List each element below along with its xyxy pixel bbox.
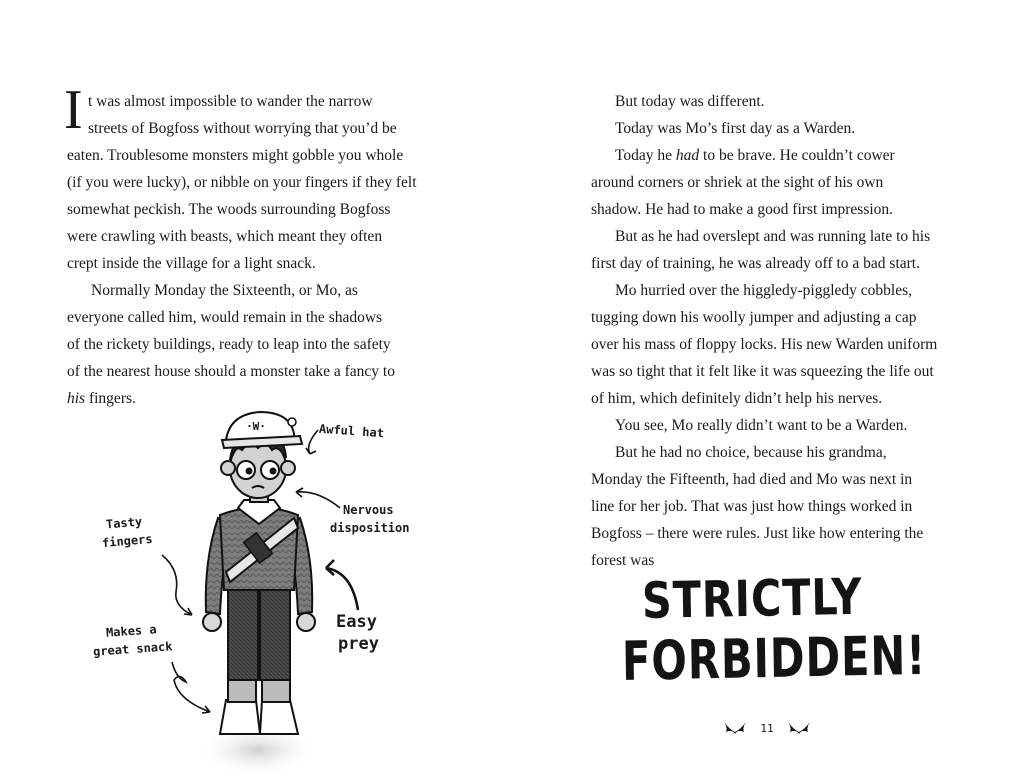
text-line: of the rickety buildings, ready to leap into the safety	[67, 336, 391, 353]
text-line: But as he had overslept and was running late to his	[615, 228, 931, 245]
text-line: Mo hurried over the higgledy-piggledy cobbles,	[615, 282, 913, 299]
text-line: line for her job. That was just how things worked in	[591, 498, 913, 515]
arrow-snack	[172, 662, 210, 712]
banner-strictly: STRICTLY	[641, 567, 863, 630]
arrow-hat	[309, 430, 318, 454]
text-line: But he had no choice, because his grandma,	[615, 444, 887, 461]
text-line: of him, which definitely didn’t help his nerves.	[591, 390, 883, 407]
text-line: But today was different.	[615, 93, 765, 110]
text-line: Normally Monday the Sixteenth, or Mo, as	[91, 282, 358, 299]
text-line: t was almost impossible to wander the narrow	[88, 93, 373, 110]
arrow-fingers	[162, 555, 192, 615]
annotation-prey-line2: prey	[338, 634, 379, 654]
annotation-awful-hat: Awful hat	[318, 421, 385, 441]
bat-right-icon	[786, 720, 812, 736]
arrow-nervous	[296, 492, 340, 508]
text-line: crept inside the village for a light snack.	[67, 255, 316, 272]
arrow-prey	[326, 568, 358, 610]
annotation-tasty-line1: Tasty	[105, 514, 143, 532]
text-line: Bogfoss – there were rules. Just like how entering the	[591, 525, 924, 542]
bat-left-icon	[722, 720, 748, 736]
page-footer	[722, 714, 812, 742]
text-line-last	[67, 385, 136, 412]
annotation-prey-line1: Easy	[336, 612, 377, 632]
text-line: over his mass of floppy locks. His new Warden uniform	[591, 336, 938, 353]
annotation-snack-line2: great snack	[92, 639, 173, 659]
text-line: were crawling with beasts, which meant they often	[67, 228, 383, 245]
text-line: You see, Mo really didn’t want to be a Warden.	[615, 417, 908, 434]
emphasis-had: had	[675, 147, 700, 164]
text-fragment: to be brave. He couldn’t cower	[699, 147, 895, 164]
text-line: streets of Bogfoss without worrying that you’d be	[88, 120, 397, 137]
text-line: everyone called him, would remain in the shadows	[67, 309, 383, 326]
text-line: first day of training, he was already off to a bad start.	[591, 255, 920, 272]
annotation-snack-line1: Makes a	[105, 622, 158, 640]
text-line: was so tight that it felt like it was squeezing the life out	[591, 363, 934, 380]
text-line: shadow. He had to make a good first impression.	[591, 201, 894, 218]
text-line: eaten. Troublesome monsters might gobble you whole	[67, 147, 404, 164]
page-number: 11	[760, 721, 774, 735]
hat-badge: ·W·	[246, 420, 266, 433]
annotation-nervous-line2: disposition	[330, 521, 410, 535]
text-fragment: fingers.	[85, 390, 136, 407]
text-line: tugging down his woolly jumper and adjusting a cap	[591, 309, 917, 326]
text-line: forest was	[591, 552, 655, 569]
text-line: around corners or shriek at the sight of his own	[591, 174, 884, 191]
drop-cap: I	[64, 79, 83, 141]
banner-forbidden: FORBIDDEN!	[621, 623, 927, 693]
text-line: somewhat peckish. The woods surrounding Bogfoss	[67, 201, 391, 218]
annotation-nervous-line1: Nervous	[343, 503, 394, 517]
text-line: Monday the Fifteenth, had died and Mo was next in	[591, 471, 913, 488]
text-line: of the nearest house should a monster take a fancy to	[67, 363, 395, 380]
annotation-arrows	[150, 420, 390, 720]
text-line-had	[615, 142, 895, 169]
text-line: (if you were lucky), or nibble on your fingers if they felt	[67, 174, 417, 191]
emphasis-his: his	[67, 390, 86, 407]
text-line: Today was Mo’s first day as a Warden.	[615, 120, 856, 137]
annotation-tasty-line2: fingers	[101, 531, 154, 551]
text-fragment: Today he	[615, 147, 676, 164]
